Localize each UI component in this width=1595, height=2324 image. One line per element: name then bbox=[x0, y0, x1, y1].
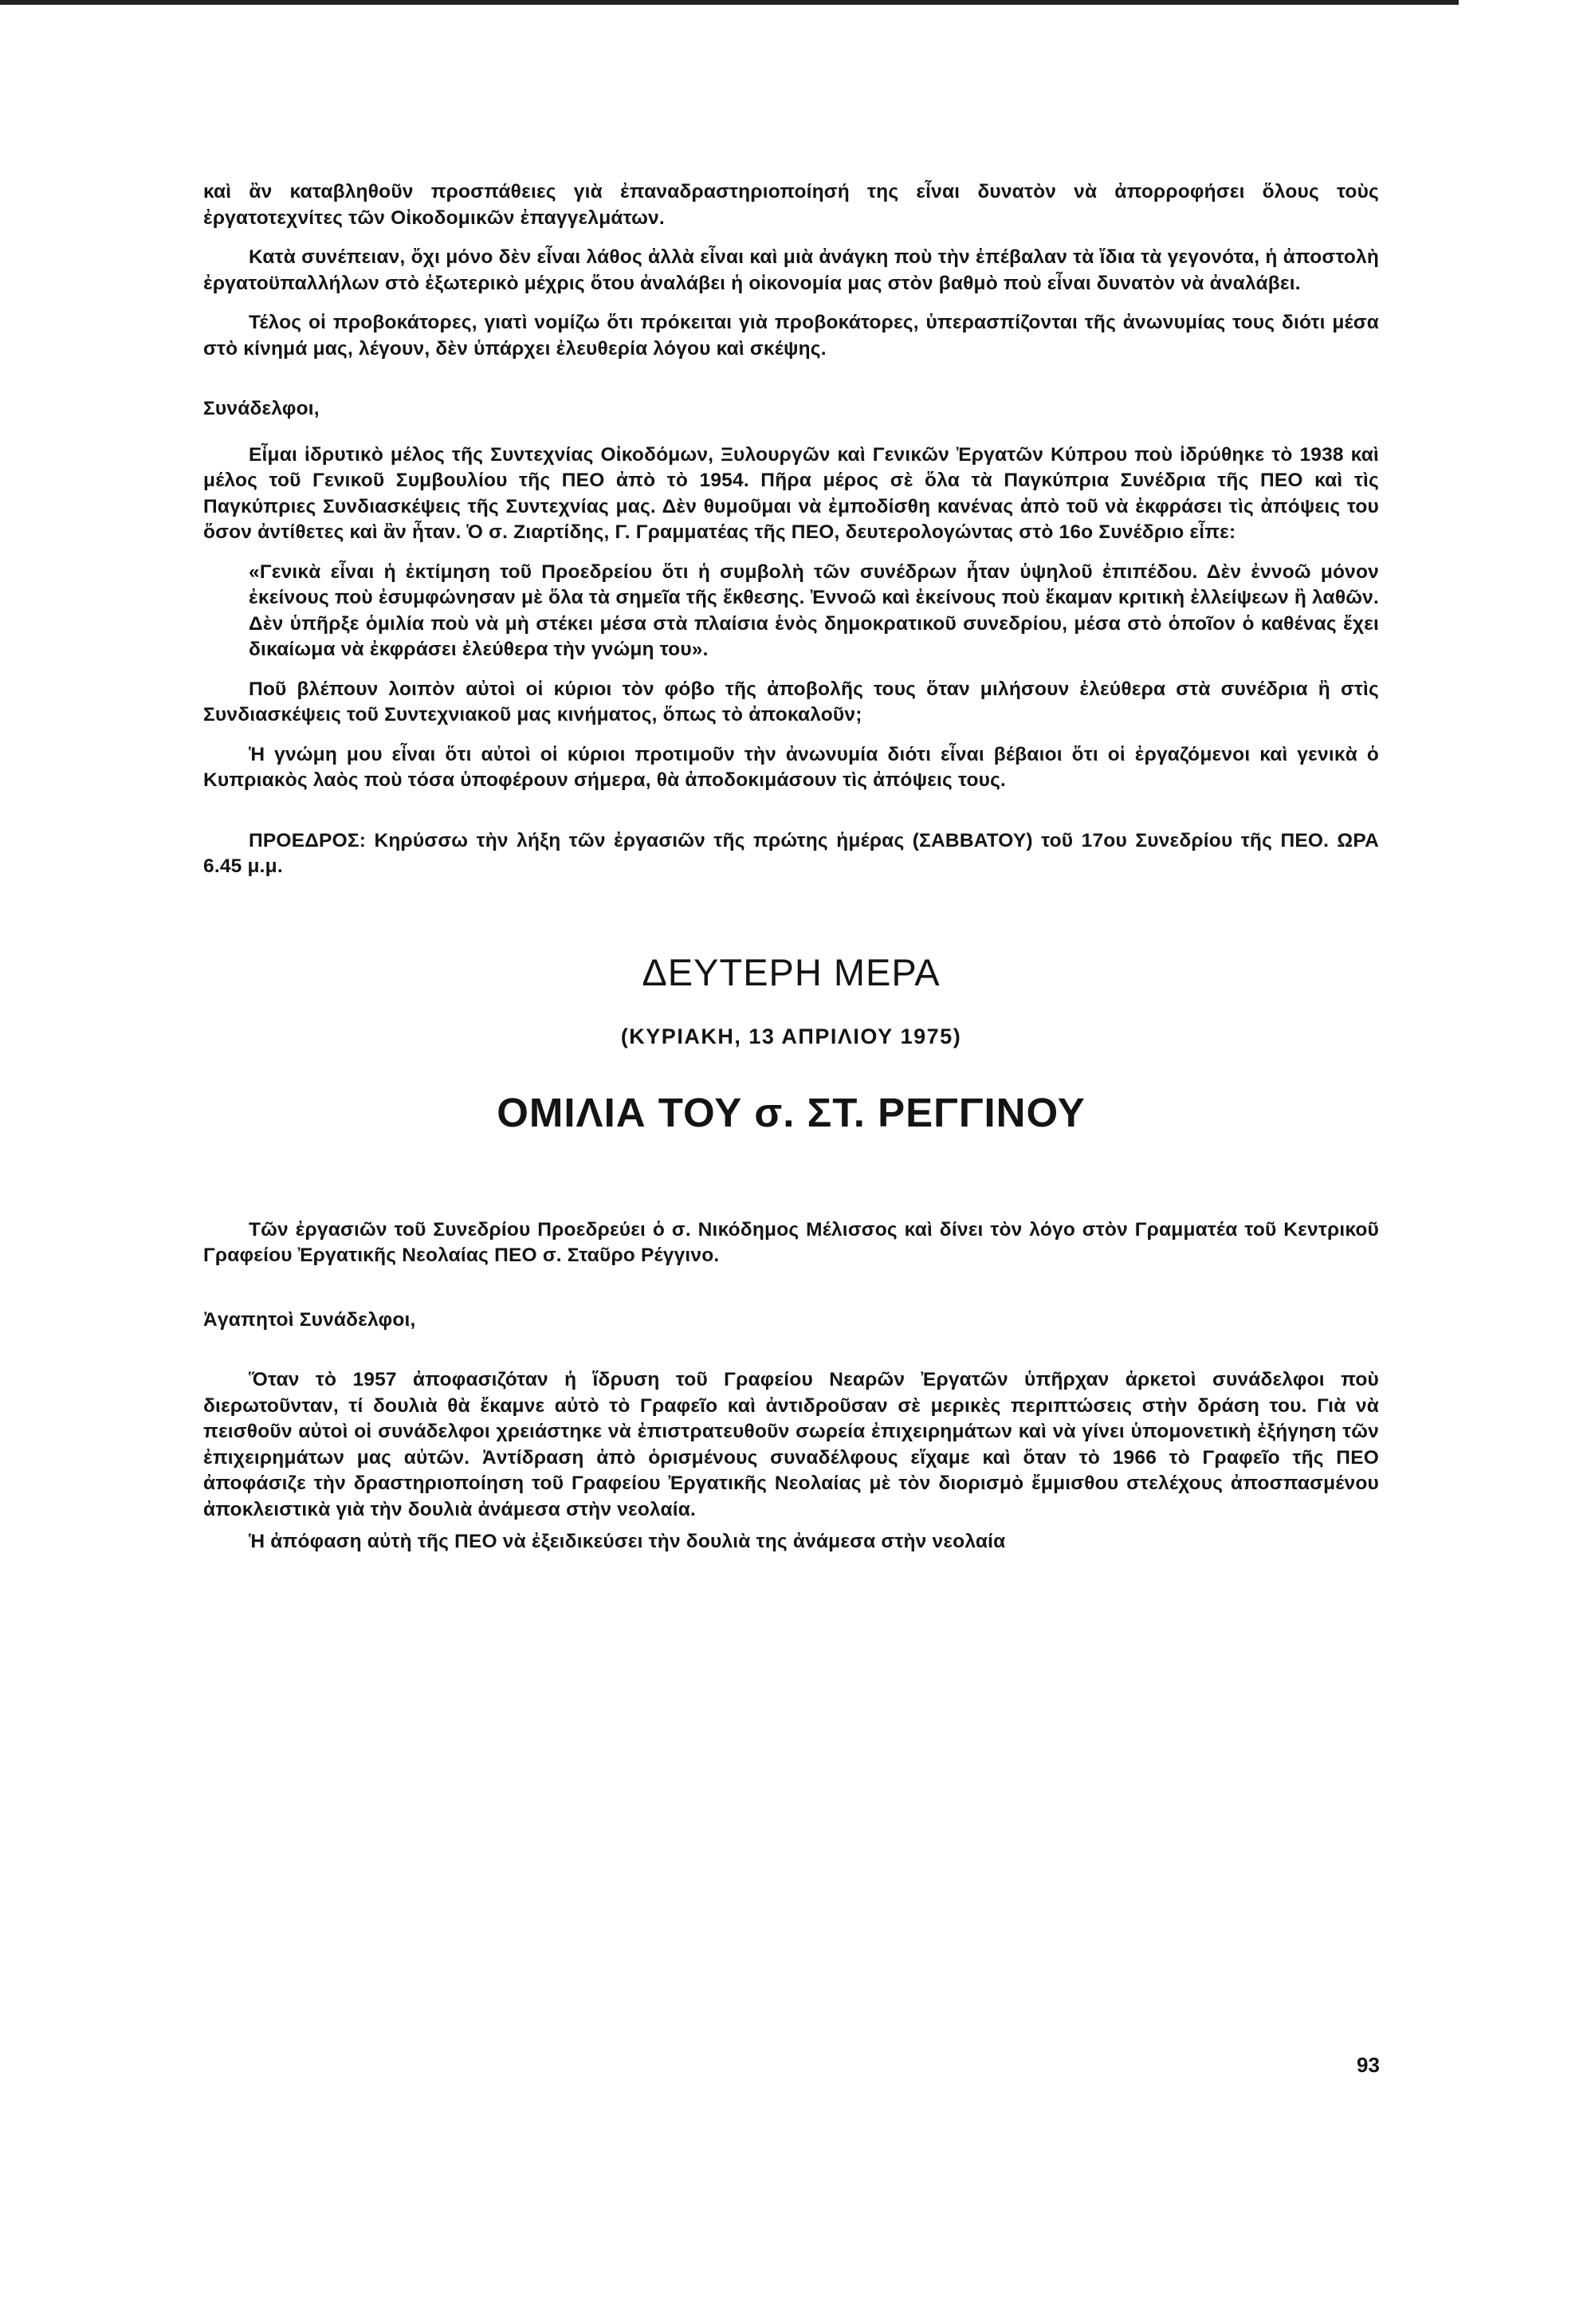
salutation-colleagues: Συνάδελφοι, bbox=[203, 398, 320, 419]
document-page bbox=[203, 179, 1379, 1555]
heading-date: (ΚΥΡΙΑΚΗ, 13 ΑΠΡΙΛΙΟΥ 1975) bbox=[620, 1024, 962, 1048]
quotation-ziartides: «Γενικὰ εἶναι ἡ ἐκτίμηση τοῦ Προεδρείου ὅτι ἡ συμβολὴ τῶν συνέδρων ἦταν ὑψηλοῦ ἐπιπέδου. Δὲν ἐννοῶ μόνον ἐκείνους ποὺ ἐσυμφώνησαν μὲ ὅλα τὰ σημεῖα τῆς ἔκθεσης. Ἐννοῶ καὶ ἐκείνους ποὺ ἔκαμαν κριτικὴ ἐλλείψεων ἢ λαθῶν. Δὲν ὑπῆρξε ὁμιλία ποὺ νὰ μὴ στέκει μέσα στὰ πλαίσια ἑνὸς δημοκρατικοῦ συνεδρίου, μέσα στὸ ὁποῖον ὁ καθένας ἔχει δικαίωμα νὰ ἐκφράσει ἐλεύθερα τὴν γνώμη του». bbox=[249, 560, 1379, 660]
paragraph-opinion: Ἡ γνώμη μου εἶναι ὅτι αὐτοὶ οἱ κύριοι προτιμοῦν τὴν ἀνωνυμία διότι εἶναι βέβαιοι ὅτι οἱ ἐργαζόμενοι καὶ γενικὰ ὁ Κυπριακὸς λαὸς ποὺ τόσα ὑποφέρουν σήμερα, θὰ ἀποδοκιμάσουν τὶς ἀπόψεις τους. bbox=[203, 743, 1379, 791]
top-border-rule bbox=[0, 0, 1459, 5]
page-number: 93 bbox=[1357, 2053, 1380, 2077]
heading-second-day: ΔΕΥΤΕΡΗ ΜΕΡΑ bbox=[642, 950, 941, 993]
paragraph-question: Ποῦ βλέπουν λοιπὸν αὐτοὶ οἱ κύριοι τὸν φόβο τῆς ἀποβολῆς τους ὅταν μιλήσουν ἐλεύθερα στὰ συνέδρια ἢ στὶς Συνδιασκέψεις τοῦ Συντεχνιακοῦ μας κινήματος, ὅπως τὸ ἀποκαλοῦν; bbox=[203, 678, 1379, 726]
heading-speech-title: ΟΜΙΛΙΑ ΤΟΥ σ. ΣΤ. ΡΕΓΓΙΝΟΥ bbox=[497, 1089, 1086, 1135]
paragraph-founding-member: Εἶμαι ἱδρυτικὸ μέλος τῆς Συντεχνίας Οἰκοδόμων, Ξυλουργῶν καὶ Γενικῶν Ἐργατῶν Κύπρου ποὺ ἱδρύθηκε τὸ 1938 καὶ μέλος τοῦ Γενικοῦ Συμβουλίου τῆς ΠΕΟ ἀπὸ τὸ 1954. Πῆρα μέρος σὲ ὅλα τὰ Παγκύπρια Συνέδρια τῆς ΠΕΟ καὶ τὶς Παγκύπριες Συνδιασκέψεις τῆς Συντεχνίας μας. Δὲν θυμοῦμαι νὰ ἐμποδίσθη κανένας ἀπὸ τοῦ νὰ ἐκφράσει τὶς ἀπόψεις του ὅσον ἀντίθετες καὶ ἂν ἦταν. Ὁ σ. Ζιαρτίδης, Γ. Γραμματέας τῆς ΠΕΟ, δευτερολογώντας στὸ 16ο Συνέδριο εἶπε: bbox=[203, 443, 1379, 543]
salutation-dear-colleagues: Ἀγαπητοὶ Συνάδελφοι, bbox=[203, 1308, 416, 1331]
paragraph-consequence: Κατὰ συνέπειαν, ὄχι μόνο δὲν εἶναι λάθος ἀλλὰ εἶναι καὶ μιὰ ἀνάγκη ποὺ τὴν ἐπέβαλαν τὰ ἴδια τὰ γεγονότα, ἡ ἀποστολὴ ἐργατοϋπαλλήλων στὸ ἐξωτερικὸ μέχρις ὅτου ἀναλάβει ἡ οἰκονομία μας στὸν βαθμὸ ποὺ εἶναι δυνατὸν νὰ ἀναλάβει. bbox=[203, 246, 1379, 294]
paragraph-chairman-closing: ΠΡΟΕΔΡΟΣ: Κηρύσσω τὴν λήξη τῶν ἐργασιῶν τῆς πρώτης ἡμέρας (ΣΑΒΒΑΤΟΥ) τοῦ 17ου Συνεδρίου τῆς ΠΕΟ. ΩΡΑ 6.45 μ.μ. bbox=[203, 829, 1379, 877]
paragraph-peo-decision: Ἡ ἀπόφαση αὐτὴ τῆς ΠΕΟ νὰ ἐξειδικεύσει τὴν δουλιὰ της ἀνάμεσα στὴν νεολαία bbox=[249, 1531, 1006, 1552]
paragraph-provocateurs: Τέλος οἱ προβοκάτορες, γιατὶ νομίζω ὅτι πρόκειται γιὰ προβοκάτορες, ὑπερασπίζονται τῆς ἀνωνυμίας τους διότι μέσα στὸ κίνημά μας, λέγουν, δὲν ὑπάρχει ἐλευθερία λόγου καὶ σκέψης. bbox=[203, 312, 1379, 360]
paragraph-session-chair: Τῶν ἐργασιῶν τοῦ Συνεδρίου Προεδρεύει ὁ σ. Νικόδημος Μέλισσος καὶ δίνει τὸν λόγο στὸν Γραμματέα τοῦ Κεντρικοῦ Γραφείου Ἐργατικῆς Νεολαίας ΠΕΟ σ. Σταῦρο Ρέγγινο. bbox=[203, 1218, 1379, 1266]
paragraph-youth-office-history: Ὅταν τὸ 1957 ἀποφασιζόταν ἡ ἵδρυση τοῦ Γραφείου Νεαρῶν Ἐργατῶν ὑπῆρχαν ἀρκετοὶ συνάδελφοι ποὺ διερωτοῦνταν, τί δουλιὰ θὰ ἔκαμνε αὐτὸ τὸ Γραφεῖο καὶ ἀντιδροῦσαν σὲ μερικὲς περιπτώσεις στὴν δράση του. Γιὰ νὰ πεισθοῦν αὐτοὶ οἱ συνάδελφοι χρειάστηκε νὰ ἐπιστρατευθοῦν σωρεία ἐπιχειρημάτων καὶ νὰ γίνει ὑπομονετικὴ ἐξήγηση τῶν ἐπιχειρημάτων μας αὐτῶν. Ἀντίδραση ἀπὸ ὁρισμένους συναδέλφους εἴχαμε καὶ ὅταν τὸ 1966 τὸ Γραφεῖο τῆς ΠΕΟ ἀποφάσιζε τὴν δραστηριοποίηση τοῦ Γραφείου Ἐργατικῆς Νεολαίας μὲ τὸν διορισμὸ ἔμμισθου στελέχους ἀποσπασμένου ἀποκλειστικὰ γιὰ τὴν δουλιὰ ἀνάμεσα στὴν νεολαία. bbox=[203, 1369, 1379, 1520]
paragraph-continuation: καὶ ἂν καταβληθοῦν προσπάθειες γιὰ ἐπαναδραστηριοποίησή της εἶναι δυνατὸν νὰ ἀπορροφήσει ὅλους τοὺς ἐργατοτεχνίτες τῶν Οἰκοδομικῶν ἐπαγγελμάτων. bbox=[203, 181, 1379, 229]
